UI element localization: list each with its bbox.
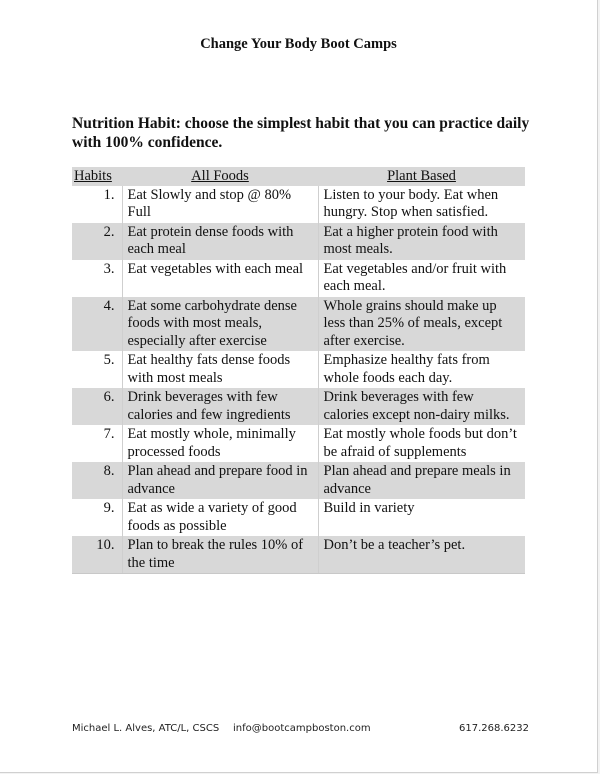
- footer-email: info@bootcampboston.com: [233, 723, 371, 734]
- table-row: [72, 186, 525, 223]
- habit-number: 1.: [103, 186, 115, 203]
- table-row: [72, 260, 525, 297]
- all-foods-cell: Plan to break the rules 10% of the time: [122, 536, 318, 574]
- habit-number: 9.: [103, 500, 115, 516]
- plant-based-cell: Drink beverages with few calories except non-dairy milks.: [318, 388, 525, 425]
- table-row: [72, 425, 525, 462]
- habit-number: 3.: [103, 260, 115, 277]
- header-plant-based: Plant Based: [318, 167, 525, 186]
- all-foods-cell: Eat mostly whole, minimally processed foods: [122, 425, 318, 462]
- habits-table: [72, 167, 525, 574]
- nutrition-habit-heading: Nutrition Habit: choose the simplest habit that you can practice daily with 100% confidence.: [72, 115, 530, 151]
- habit-number: 2.: [72, 223, 122, 260]
- habit-number: 6.: [72, 388, 122, 425]
- table-row: [72, 462, 525, 499]
- habit-number: 4.: [72, 297, 122, 352]
- plant-based-cell: Eat vegetables and/or fruit with each meal.: [318, 260, 525, 297]
- all-foods-cell: Eat some carbohydrate dense foods with most meals, especially after exercise: [122, 297, 318, 352]
- plant-based-cell: Build in variety: [318, 499, 525, 536]
- plant-based-cell: Listen to your body. Eat when hungry. Stop when satisfied.: [318, 186, 525, 223]
- plant-based-cell: Eat mostly whole foods but don’t be afraid of supplements: [318, 425, 525, 462]
- table-row: [72, 351, 525, 388]
- habit-number: 7.: [103, 426, 115, 442]
- header-all-foods: All Foods: [122, 167, 318, 186]
- plant-based-cell: Plan ahead and prepare meals in advance: [318, 462, 525, 499]
- table-row: [72, 223, 525, 260]
- all-foods-cell: Eat protein dense foods with each meal: [122, 223, 318, 260]
- habit-number: 5.: [103, 352, 115, 368]
- footer-phone: 617.268.6232: [459, 723, 529, 734]
- all-foods-cell: Eat Slowly and stop @ 80% Full: [122, 186, 318, 223]
- all-foods-cell: Plan ahead and prepare food in advance: [122, 462, 318, 499]
- all-foods-cell: Eat as wide a variety of good foods as possible: [122, 499, 318, 536]
- footer-author: Michael L. Alves, ATC/L, CSCS: [72, 723, 220, 734]
- plant-based-cell: Eat a higher protein food with most meals.: [318, 223, 525, 260]
- table-row: [72, 499, 525, 536]
- table-header-row: [72, 167, 525, 186]
- habit-number: 8.: [72, 462, 122, 499]
- habit-number: 10.: [72, 536, 122, 574]
- plant-based-cell: Whole grains should make up less than 25% of meals, except after exercise.: [318, 297, 525, 352]
- plant-based-cell: Don’t be a teacher’s pet.: [318, 536, 525, 574]
- document-title: Change Your Body Boot Camps: [200, 36, 397, 52]
- table-row: [72, 388, 525, 425]
- page-footer: [72, 723, 529, 737]
- table-row: [72, 536, 525, 574]
- table-row: [72, 297, 525, 352]
- all-foods-cell: Drink beverages with few calories and few ingredients: [122, 388, 318, 425]
- plant-based-cell: Emphasize healthy fats from whole foods each day.: [318, 351, 525, 388]
- all-foods-cell: Eat healthy fats dense foods with most meals: [122, 351, 318, 388]
- all-foods-cell: Eat vegetables with each meal: [122, 260, 318, 297]
- header-habits: Habits: [72, 167, 122, 186]
